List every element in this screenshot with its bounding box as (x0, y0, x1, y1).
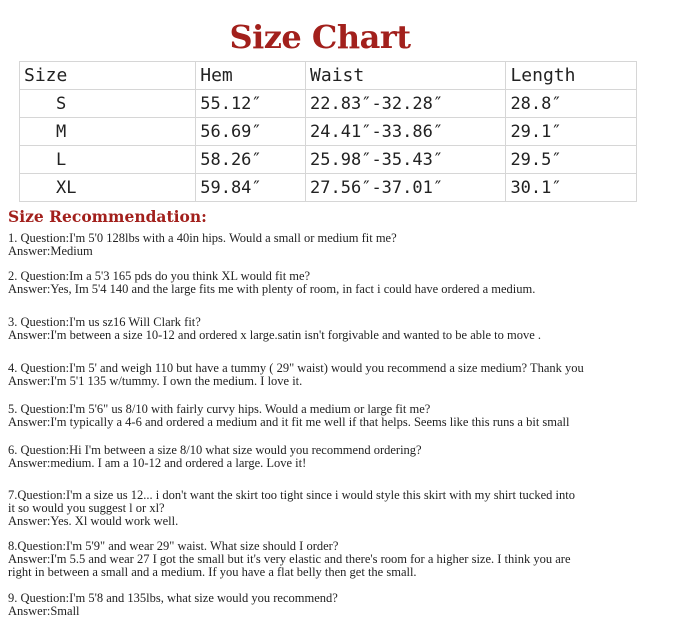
qa-item-7 (8, 489, 575, 528)
qa-item-5 (8, 403, 570, 429)
cell-hem: 55.12″ (196, 90, 306, 118)
answer-text: Answer:Yes, Im 5'4 140 and the large fits me with plenty of room, in fact i could have ordered a medium. (8, 282, 536, 296)
size-chart-table (19, 61, 637, 202)
header-waist: Waist (306, 62, 506, 90)
qa-item-3 (8, 316, 541, 342)
qa-item-4 (8, 362, 584, 388)
question-text: 9. Question:I'm 5'8 and 135lbs, what size would you recommend? (8, 591, 338, 605)
cell-hem: 56.69″ (196, 118, 306, 146)
qa-item-9 (8, 592, 338, 618)
answer-text-continued: right in between a small and a medium. If you have a flat belly then get the small. (8, 565, 417, 579)
table-row (20, 174, 637, 202)
answer-text: Answer:Medium (8, 244, 93, 258)
qa-item-2 (8, 270, 535, 296)
question-text: 6. Question:Hi I'm between a size 8/10 what size would you recommend ordering? (8, 443, 422, 457)
answer-text: Answer:Small (8, 604, 80, 618)
answer-text: Answer:Yes. Xl would work well. (8, 514, 179, 528)
cell-waist: 25.98″-35.43″ (306, 146, 506, 174)
answer-text: Answer:medium. I am a 10-12 and ordered a large. Love it! (8, 456, 307, 470)
cell-waist: 27.56″-37.01″ (306, 174, 506, 202)
qa-item-8 (8, 540, 571, 579)
answer-text: Answer:I'm 5'1 135 w/tummy. I own the medium. I love it. (8, 374, 303, 388)
question-text: 5. Question:I'm 5'6" us 8/10 with fairly curvy hips. Would a medium or large fit me? (8, 402, 431, 416)
cell-length: 30.1″ (506, 174, 637, 202)
cell-hem: 58.26″ (196, 146, 306, 174)
page-title: Size Chart (229, 18, 411, 56)
cell-length: 29.1″ (506, 118, 637, 146)
header-hem: Hem (196, 62, 306, 90)
header-length: Length (506, 62, 637, 90)
table-row (20, 90, 637, 118)
recommendation-heading: Size Recommendation: (8, 207, 207, 226)
header-size: Size (20, 62, 196, 90)
cell-waist: 22.83″-32.28″ (306, 90, 506, 118)
question-text: 2. Question:Im a 5'3 165 pds do you think XL would fit me? (8, 269, 311, 283)
cell-size: XL (20, 174, 196, 202)
question-text-continued: it so would you suggest l or xl? (8, 501, 165, 515)
table-row (20, 118, 637, 146)
answer-text: Answer:I'm 5.5 and wear 27 I got the small but it's very elastic and there's room for a higher size. I think you are (8, 552, 571, 566)
question-text: 3. Question:I'm us sz16 Will Clark fit? (8, 315, 201, 329)
cell-length: 29.5″ (506, 146, 637, 174)
cell-waist: 24.41″-33.86″ (306, 118, 506, 146)
cell-hem: 59.84″ (196, 174, 306, 202)
recommendation-section (8, 208, 673, 226)
qa-item-6 (8, 444, 422, 470)
answer-text: Answer:I'm between a size 10-12 and ordered x large.satin isn't forgivable and wanted to be able to move . (8, 328, 542, 342)
cell-size: S (20, 90, 196, 118)
qa-item-1 (8, 232, 397, 258)
question-text: 1. Question:I'm 5'0 128lbs with a 40in hips. Would a small or medium fit me? (8, 231, 397, 245)
table-row (20, 146, 637, 174)
cell-size: M (20, 118, 196, 146)
table-header-row (20, 62, 637, 90)
question-text: 7.Question:I'm a size us 12... i don't want the skirt too tight since i would style this skirt with my shirt tucked into (8, 488, 575, 502)
question-text: 8.Question:I'm 5'9" and wear 29" waist. What size should I order? (8, 539, 339, 553)
answer-text: Answer:I'm typically a 4-6 and ordered a medium and it fit me well if that helps. Seems like this runs a bit small (8, 415, 570, 429)
cell-length: 28.8″ (506, 90, 637, 118)
cell-size: L (20, 146, 196, 174)
question-text: 4. Question:I'm 5' and weigh 110 but have a tummy ( 29" waist) would you recommend a size medium? Thank you (8, 361, 584, 375)
